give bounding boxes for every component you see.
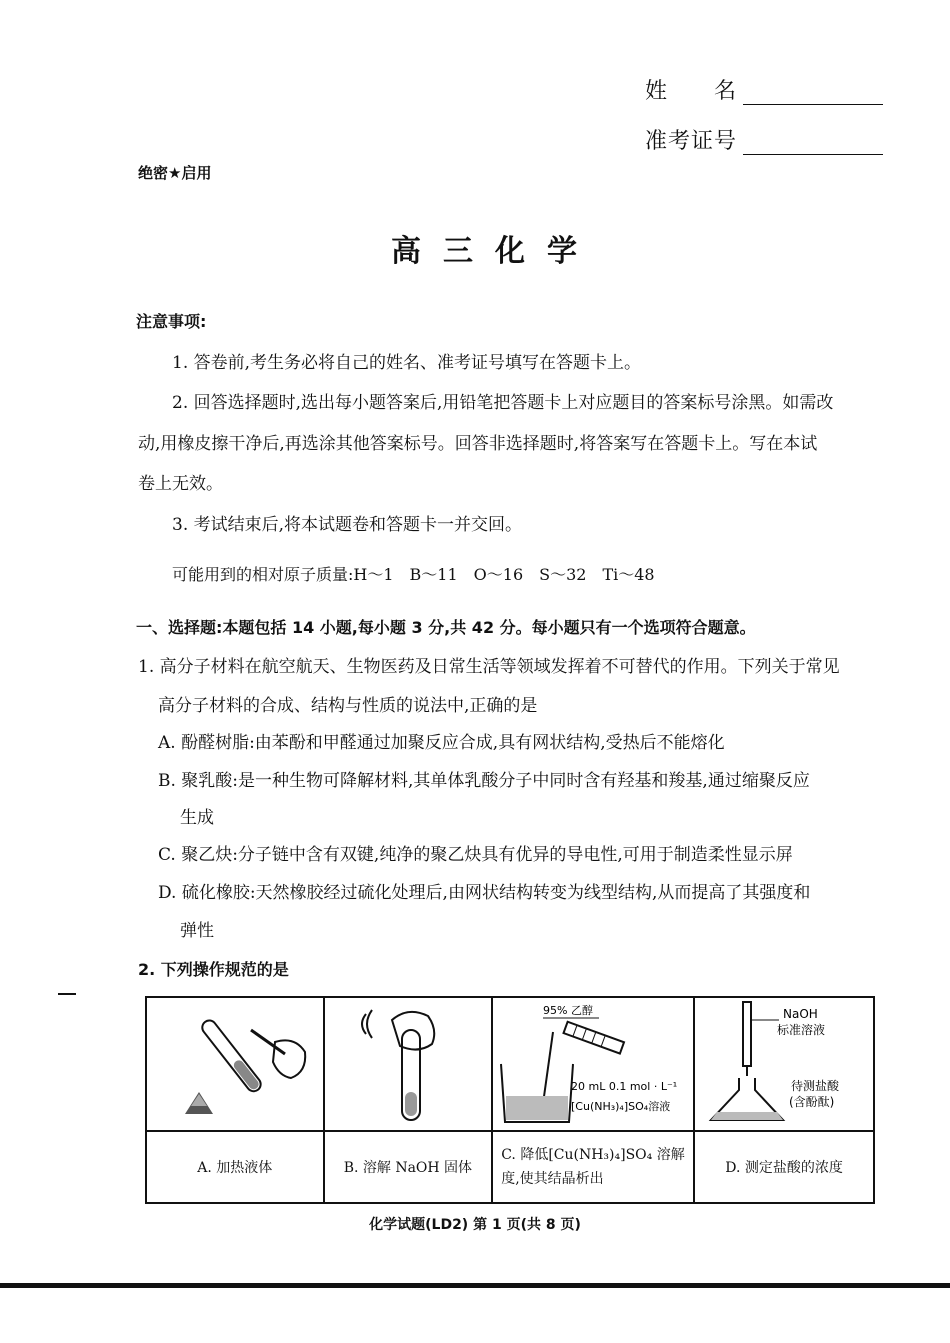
note-2-cont: 动,用橡皮擦干净后,再选涂其他答案标号。回答非选择题时,将答案写在答题卡上。写在本试 [138, 434, 818, 454]
figure-b-cell [324, 997, 493, 1131]
crystallization-figure [493, 998, 693, 1126]
page-title: 高三化学 [391, 234, 599, 269]
name-blank[interactable] [743, 84, 883, 105]
option-c-label [492, 1131, 694, 1203]
note-1: 1. 答卷前,考生务必将自己的姓名、准考证号填写在答题卡上。 [172, 353, 642, 373]
notes-heading: 注意事项: [136, 312, 207, 331]
solution-label-1: 20 mL 0.1 mol · L⁻¹ [571, 1080, 678, 1093]
titration-figure [699, 998, 869, 1126]
q1-option-d-cont: 弹性 [180, 921, 214, 941]
exam-id-field [645, 124, 883, 155]
dissolving-figure [348, 1000, 468, 1124]
indicator-label: (含酚酞) [789, 1095, 835, 1109]
note-2: 2. 回答选择题时,选出每小题答案后,用铅笔把答题卡上对应题目的答案标号涂黑。如需改 [172, 393, 834, 413]
figure-a-cell [146, 997, 324, 1131]
margin-dash [58, 993, 76, 995]
exam-id-blank[interactable] [743, 134, 883, 155]
q1-option-b-cont: 生成 [180, 808, 214, 828]
name-label: 姓 名 [645, 79, 738, 104]
confidential-mark: 绝密★启用 [138, 164, 212, 182]
note-3: 3. 考试结束后,将本试题卷和答题卡一并交回。 [172, 515, 523, 535]
analyte-label: 待测盐酸 [791, 1079, 840, 1093]
bottom-rule [0, 1283, 950, 1288]
q1-option-c: C. 聚乙炔:分子链中含有双键,纯净的聚乙炔具有优异的导电性,可用于制造柔性显示屏 [158, 845, 793, 865]
q2-stem: 2. 下列操作规范的是 [138, 960, 289, 979]
option-d-label: D. 测定盐酸的浓度 [694, 1131, 874, 1203]
option-a-label: A. 加热液体 [146, 1131, 324, 1203]
q1-stem-line1: 1. 高分子材料在航空航天、生物医药及日常生活等领域发挥着不可替代的作用。下列关于常见 [138, 657, 840, 677]
q1-option-d: D. 硫化橡胶:天然橡胶经过硫化处理后,由网状结构转变为线型结构,从而提高了其强度和 [158, 883, 811, 903]
section-heading: 一、选择题:本题包括 14 小题,每小题 3 分,共 42 分。每小题只有一个选项符合题意。 [136, 618, 756, 637]
solution-label-2: [Cu(NH₃)₄]SO₄溶液 [571, 1100, 671, 1113]
q1-option-a: A. 酚醛树脂:由苯酚和甲醛通过加聚反应合成,具有网状结构,受热后不能熔化 [158, 733, 725, 753]
figure-c-cell [492, 997, 694, 1131]
option-c-label-line1: C. 降低[Cu(NH₃)₄]SO₄ 溶解 [501, 1147, 685, 1163]
q2-options-table [145, 996, 875, 1204]
option-b-label: B. 溶解 NaOH 固体 [324, 1131, 493, 1203]
option-c-label-line2: 度,使其结晶析出 [501, 1171, 604, 1187]
exam-id-label: 准考证号 [645, 129, 738, 154]
name-field [645, 74, 883, 105]
standard-solution-label: 标准溶液 [777, 1023, 826, 1037]
q1-stem-line2: 高分子材料的合成、结构与性质的说法中,正确的是 [158, 696, 538, 716]
note-2-end: 卷上无效。 [138, 474, 223, 494]
heating-liquid-figure [155, 1002, 315, 1122]
atomic-mass-line: 可能用到的相对原子质量:H～1 B～11 O～16 S～32 Ti～48 [172, 565, 655, 584]
ethanol-label: 95% 乙醇 [543, 1004, 594, 1017]
naoh-label: NaOH [783, 1007, 818, 1021]
q1-option-b: B. 聚乳酸:是一种生物可降解材料,其单体乳酸分子中同时含有羟基和羧基,通过缩聚反应 [158, 771, 810, 791]
figure-d-cell [694, 997, 874, 1131]
page-footer: 化学试题(LD2) 第 1 页(共 8 页) [369, 1217, 581, 1233]
